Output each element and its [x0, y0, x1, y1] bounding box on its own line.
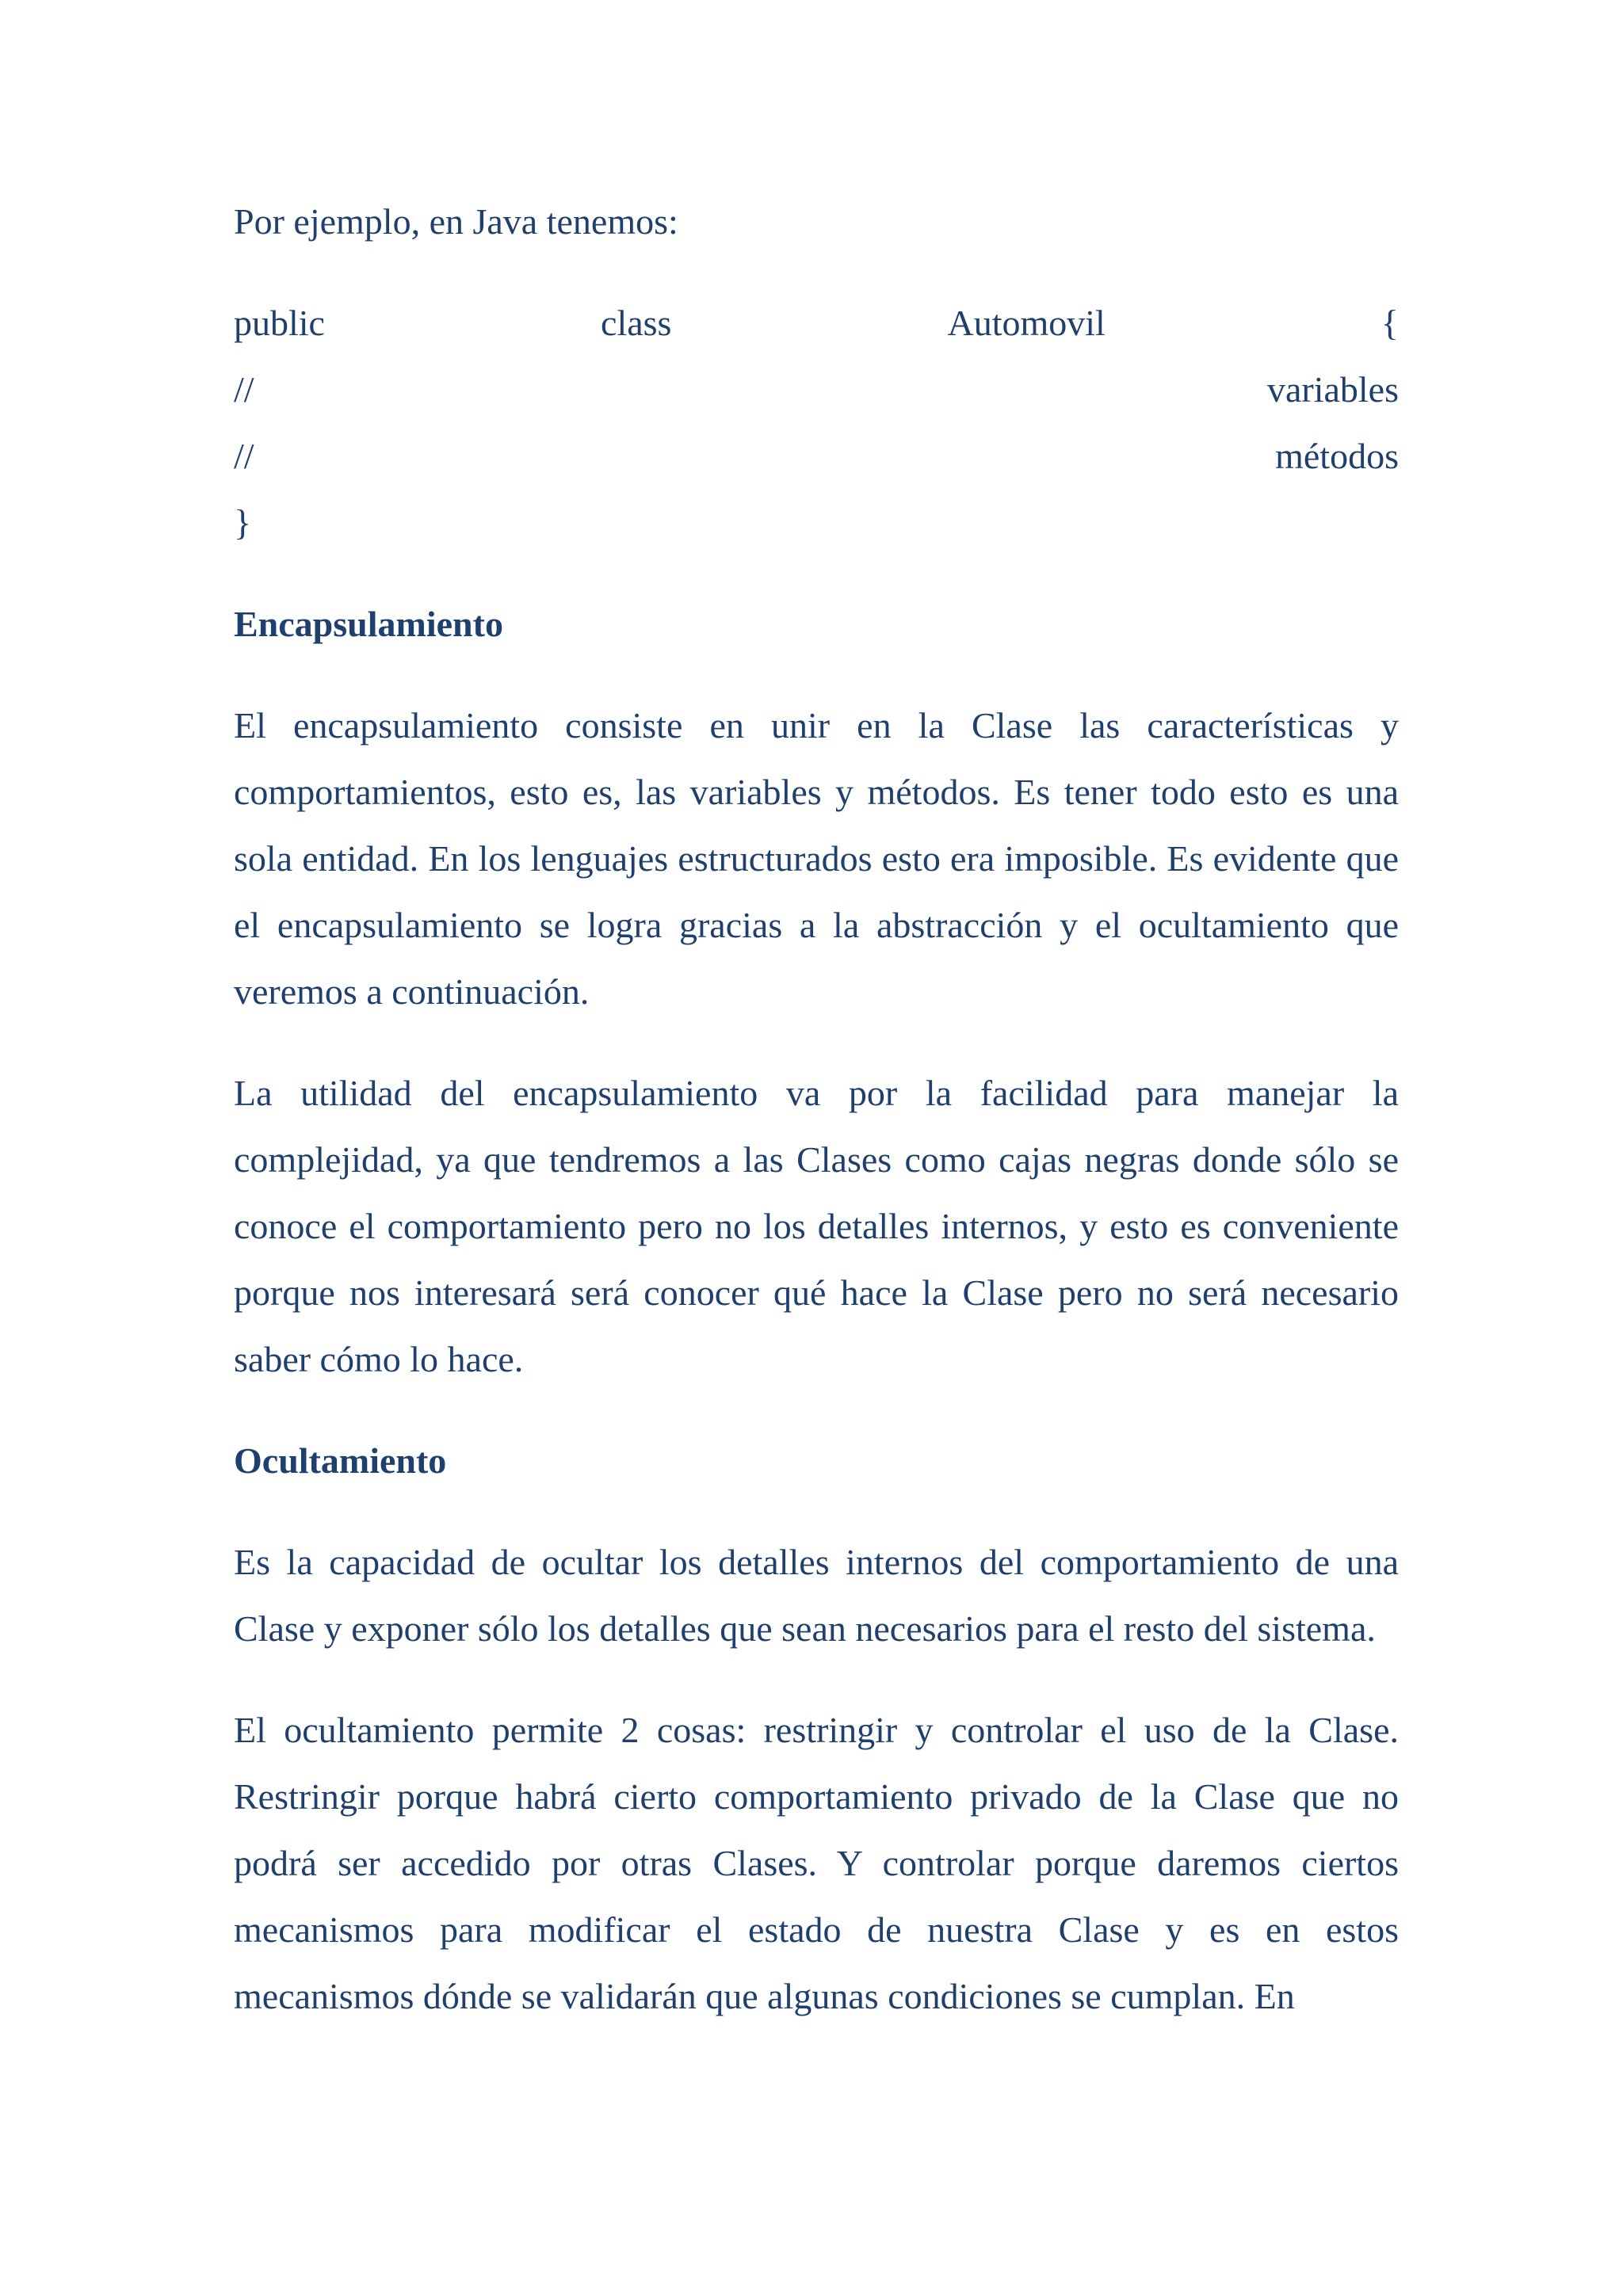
code-keyword-public: public: [234, 303, 325, 343]
paragraph: El ocultamiento permite 2 cosas: restringir y controlar el uso de la Clase. Restringir porque habrá cierto comportamiento privado de la Clase que no podrá ser accedido por otras Clases. Y controlar porque daremos ciertos mecanismos para modificar el estado de nuestra Clase y es en estos mecanismos dónde se validarán que algunas condiciones se cumplan. En: [234, 1710, 1399, 2016]
code-class-name: Automovil: [947, 303, 1106, 343]
code-comment-text: variables: [1266, 369, 1399, 410]
code-comment-marker: //: [234, 369, 254, 410]
code-line-close: [234, 490, 1399, 556]
paragraph: La utilidad del encapsulamiento va por la facilidad para manejar la complejidad, ya que tendremos a las Clases como cajas negras donde sólo se conoce el comportamiento pero no los detalles internos, y esto es conveniente porque nos interesará será conocer qué hace la Clase pero no será necesario saber cómo lo hace.: [234, 1073, 1399, 1379]
paragraph: Es la capacidad de ocultar los detalles internos del comportamiento de una Clase y exponer sólo los detalles que sean necesarios para el resto del sistema.: [234, 1542, 1399, 1649]
code-open-brace: {: [1381, 303, 1399, 343]
code-block: [234, 290, 1399, 556]
code-comment-marker: //: [234, 436, 254, 476]
heading-encapsulamiento: Encapsulamiento: [234, 604, 503, 644]
code-close-brace: }: [234, 502, 252, 543]
document-page: [234, 189, 1399, 2065]
heading-ocultamiento: Ocultamiento: [234, 1440, 447, 1481]
code-comment-text: métodos: [1275, 436, 1399, 476]
paragraph: El encapsulamiento consiste en unir en la Clase las características y comportamientos, esto es, las variables y métodos. Es tener todo esto es una sola entidad. En los lenguajes estructurados esto era imposible. Es evidente que el encapsulamiento se logra gracias a la abstracción y el ocultamiento que veremos a continuación.: [234, 705, 1399, 1012]
intro-text: Por ejemplo, en Java tenemos:: [234, 201, 678, 242]
code-line-variables-comment: [234, 357, 1399, 423]
code-keyword-class: class: [601, 303, 672, 343]
code-line-methods-comment: [234, 423, 1399, 490]
code-line-class-declaration: [234, 290, 1399, 357]
